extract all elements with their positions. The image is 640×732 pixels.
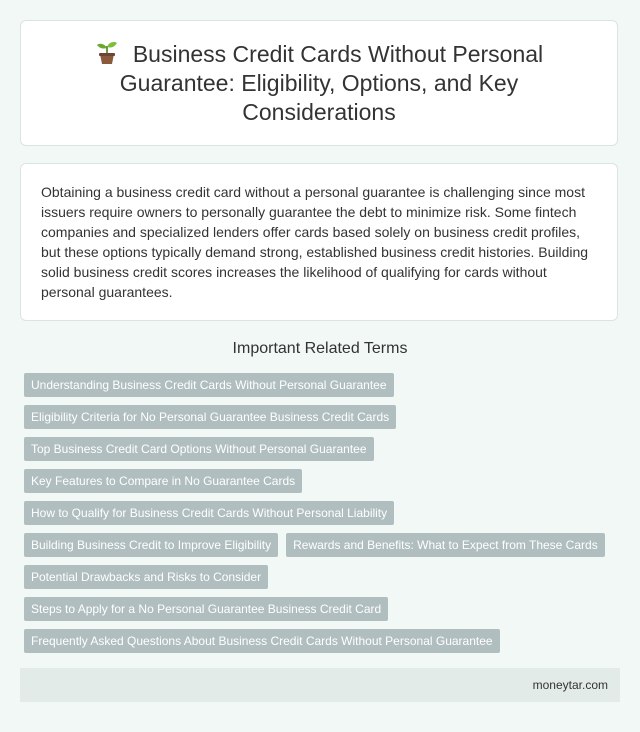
related-term-tag[interactable]: Steps to Apply for a No Personal Guarantee Business Credit Card — [24, 597, 388, 621]
footer-site-name: moneytar.com — [532, 678, 608, 692]
related-terms-heading: Important Related Terms — [232, 340, 408, 357]
related-term-tag[interactable]: Top Business Credit Card Options Without Personal Guarantee — [24, 437, 374, 461]
related-term-tag[interactable]: Potential Drawbacks and Risks to Consider — [24, 565, 268, 589]
related-term-tag[interactable]: Eligibility Criteria for No Personal Guarantee Business Credit Cards — [24, 405, 396, 429]
related-term-tag[interactable]: How to Qualify for Business Credit Cards Without Personal Liability — [24, 501, 394, 525]
related-terms-list — [24, 373, 624, 653]
related-term-tag[interactable]: Key Features to Compare in No Guarantee Cards — [24, 469, 302, 493]
summary-card — [20, 163, 618, 321]
title-card — [20, 20, 618, 146]
related-term-tag[interactable]: Rewards and Benefits: What to Expect from These Cards — [286, 533, 605, 557]
summary-text: Obtaining a business credit card without a personal guarantee is challenging since most issuers require owners to personally guarantee the debt to minimize risk. Some fintech companies and specialized lenders offer cards based solely on business credit profiles, but these options typically demand strong, established business credit histories. Building solid business credit scores increases the likelihood of qualifying for cards without personal guarantees. — [41, 184, 589, 300]
sprout-icon — [95, 39, 119, 65]
footer — [20, 668, 620, 702]
related-term-tag[interactable]: Building Business Credit to Improve Eligibility — [24, 533, 278, 557]
page-title — [69, 39, 569, 127]
related-term-tag[interactable]: Understanding Business Credit Cards Without Personal Guarantee — [24, 373, 394, 397]
related-term-tag[interactable]: Frequently Asked Questions About Business Credit Cards Without Personal Guarantee — [24, 629, 500, 653]
title-text: Business Credit Cards Without Personal Guarantee: Eligibility, Options, and Key Considerations — [119, 41, 544, 125]
